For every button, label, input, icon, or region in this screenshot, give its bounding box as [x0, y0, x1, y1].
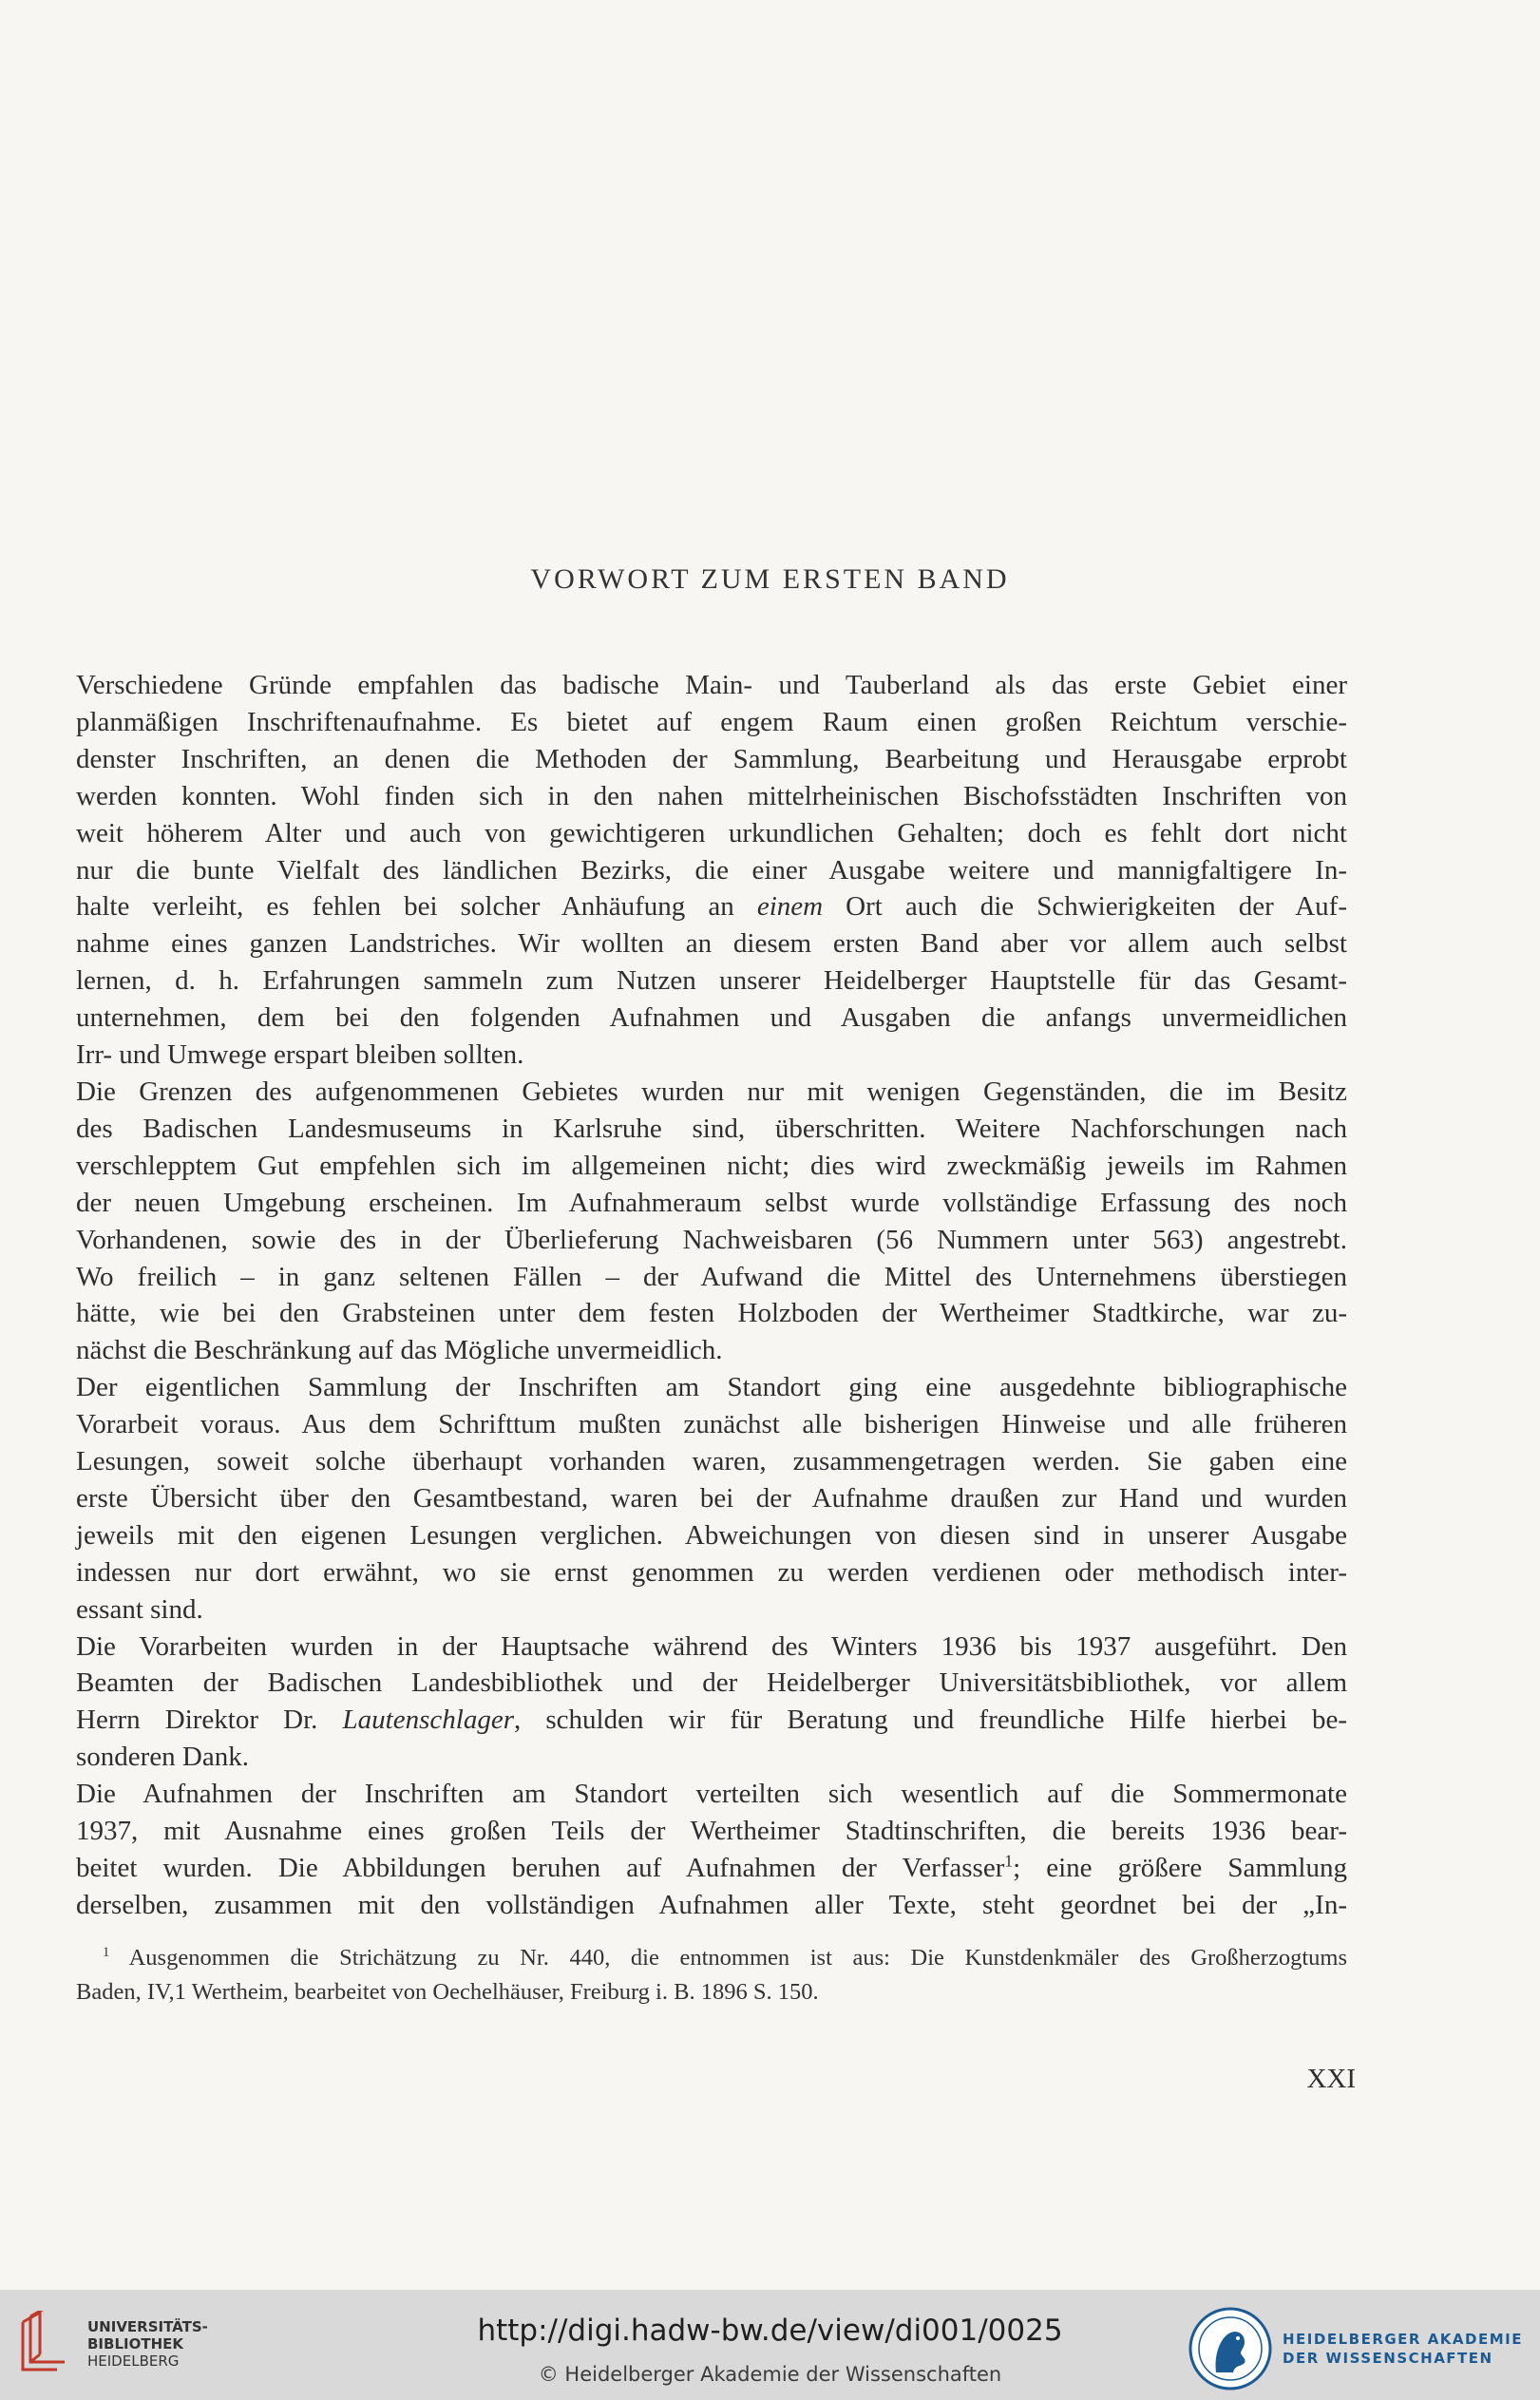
- text-line: 1937, mit Ausnahme eines großen Teils der Wertheimer Stadtinschriften, die bereits 1936 bear-: [76, 1816, 1347, 1847]
- text-line: werden konnten. Wohl finden sich in den nahen mittelrheinischen Bischofsstädten Inschriften von: [76, 780, 1347, 811]
- text-line: unternehmen, dem bei den folgenden Aufnahmen und Ausgaben die anfangs unvermeidlichen: [76, 1002, 1347, 1034]
- text-line: Wo freilich – in ganz seltenen Fällen – der Aufwand die Mittel des Unternehmens überstiegen: [76, 1261, 1347, 1292]
- paragraph-2: [76, 1074, 1347, 1369]
- text-segment: beitet wurden. Die Abbildungen beruhen auf Aufnahmen der Verfasser: [76, 1853, 1005, 1883]
- logo-text-line: HEIDELBERGER AKADEMIE: [1283, 2331, 1523, 2348]
- text-segment: halte verleiht, es fehlen bei solcher Anhäufung an: [76, 891, 734, 923]
- logo-text-line: BIBLIOTHEK: [87, 2335, 183, 2352]
- footnote-marker: 1: [103, 1944, 110, 1960]
- text-line: Vorhandenen, sowie des in der Überlieferung Nachweisbaren (56 Nummern unter 563) angestrebt.: [76, 1224, 1347, 1255]
- text-line: [76, 1702, 1347, 1739]
- page-number: XXI: [1306, 2064, 1356, 2094]
- text-line: weit höherem Alter und auch von gewichtigeren urkundlichen Gehalten; doch es fehlt dort nicht: [76, 817, 1347, 848]
- text-line: sonderen Dank.: [76, 1742, 250, 1773]
- text-line: jeweils mit den eigenen Lesungen verglichen. Abweichungen von diesen sind in unserer Ausgabe: [76, 1519, 1347, 1551]
- footnote-line: Baden, IV,1 Wertheim, bearbeitet von Oechelhäuser, Freiburg i. B. 1896 S. 150.: [76, 1979, 819, 2005]
- text-line: nahme eines ganzen Landstriches. Wir wollten an diesem ersten Band aber vor allem auch selbst: [76, 928, 1347, 960]
- italic-word: einem: [756, 891, 824, 923]
- academy-seal-icon: [1188, 2306, 1273, 2391]
- logo-text-line: UNIVERSITÄTS-: [87, 2318, 208, 2335]
- text-segment: Herrn Direktor Dr.: [76, 1705, 318, 1736]
- footnote-reference: 1: [1004, 1851, 1014, 1871]
- text-line: essant sind.: [76, 1593, 203, 1625]
- text-line: planmäßigen Inschriftenaufnahme. Es bietet auf engem Raum einen großen Reichtum verschie-: [76, 706, 1347, 737]
- logo-text-line: DER WISSENSCHAFTEN: [1283, 2350, 1493, 2367]
- text-line: Beamten der Badischen Landesbibliothek und der Heidelberger Universitätsbibliothek, vor allem: [76, 1667, 1347, 1699]
- chapter-heading: VORWORT ZUM ERSTEN BAND: [530, 563, 1010, 595]
- text-segment: Ort auch die Schwierigkeiten der Auf-: [823, 891, 1347, 923]
- text-segment: , schulden wir für Beratung und freundliche Hilfe hierbei be-: [513, 1705, 1348, 1736]
- footnote-line: [76, 1941, 1347, 1975]
- text-line: erste Übersicht über den Gesamtbestand, waren bei der Aufnahme draußen zur Hand und wurden: [76, 1482, 1347, 1514]
- text-line: Verschiedene Gründe empfahlen das badische Main- und Tauberland als das erste Gebiet einer: [76, 670, 1347, 700]
- text-line: der neuen Umgebung erscheinen. Im Aufnahmeraum selbst wurde vollständige Erfassung des noch: [76, 1187, 1347, 1218]
- copyright-notice: © Heidelberger Akademie der Wissenschaften: [538, 2363, 1002, 2386]
- logo-text-line: HEIDELBERG: [87, 2352, 180, 2370]
- academy-name: [1283, 2330, 1523, 2368]
- text-line: Irr- und Umwege erspart bleiben sollten.: [76, 1039, 524, 1071]
- italic-name: Lautenschlager: [342, 1705, 514, 1736]
- text-line: indessen nur dort erwähnt, wo sie ernst genommen zu werden verdienen oder methodisch inter-: [76, 1556, 1347, 1588]
- paragraph-3: [76, 1369, 1347, 1628]
- text-line: des Badischen Landesmuseums in Karlsruhe sind, überschritten. Weitere Nachforschungen nach: [76, 1113, 1347, 1144]
- text-line: Lesungen, soweit solche überhaupt vorhanden waren, zusammengetragen werden. Sie gaben eine: [76, 1446, 1347, 1477]
- text-line: verschlepptem Gut empfehlen sich im allgemeinen nicht; dies wird zweckmäßig jeweils im Rahmen: [76, 1150, 1347, 1181]
- viewer-footer: [0, 2290, 1540, 2400]
- text-segment: Ausgenommen die Strichätzung zu Nr. 440, die entnommen ist aus: Die Kunstdenkmäler des Großherzogtums: [109, 1945, 1347, 1971]
- text-line: lernen, d. h. Erfahrungen sammeln zum Nutzen unserer Heidelberger Hauptstelle für das Gesamt-: [76, 965, 1347, 997]
- text-segment: ; eine größere Sammlung: [1013, 1853, 1347, 1883]
- paragraph-5: [76, 1776, 1347, 1924]
- text-line: Vorarbeit voraus. Aus dem Schrifttum mußten zunächst alle bisherigen Hinweise und alle früheren: [76, 1409, 1347, 1440]
- footnote: [76, 1941, 1347, 2010]
- paragraph-4: [76, 1629, 1347, 1777]
- text-line: Die Aufnahmen der Inschriften am Standort verteilten sich wesentlich auf die Sommermonate: [76, 1779, 1347, 1810]
- text-line: [76, 888, 1347, 925]
- text-line: Die Grenzen des aufgenommenen Gebietes wurden nur mit wenigen Gegenständen, die im Besitz: [76, 1076, 1347, 1107]
- paragraph-1: [76, 667, 1347, 1074]
- text-line: hätte, wie bei den Grabsteinen unter dem festen Holzboden der Wertheimer Stadtkirche, war zu-: [76, 1298, 1347, 1329]
- text-line: derselben, zusammen mit den vollständigen Aufnahmen aller Texte, steht geordnet bei der „In-: [76, 1889, 1347, 1920]
- text-line: Der eigentlichen Sammlung der Inschriften am Standort ging eine ausgedehnte bibliographische: [76, 1372, 1347, 1403]
- document-url-link[interactable]: http://digi.hadw-bw.de/view/di001/0025: [477, 2314, 1063, 2348]
- body-text: [76, 667, 1347, 1924]
- text-line: [76, 1850, 1347, 1887]
- text-line: Die Vorarbeiten wurden in der Hauptsache während des Winters 1936 bis 1937 ausgeführt. Den: [76, 1630, 1347, 1662]
- text-line: nächst die Beschränkung auf das Mögliche unvermeidlich.: [76, 1335, 723, 1366]
- text-line: nur die bunte Vielfalt des ländlichen Bezirks, die einer Ausgabe weitere und mannigfaltigere In-: [76, 854, 1347, 886]
- text-line: denster Inschriften, an denen die Methoden der Sammlung, Bearbeitung und Herausgabe erprobt: [76, 743, 1347, 774]
